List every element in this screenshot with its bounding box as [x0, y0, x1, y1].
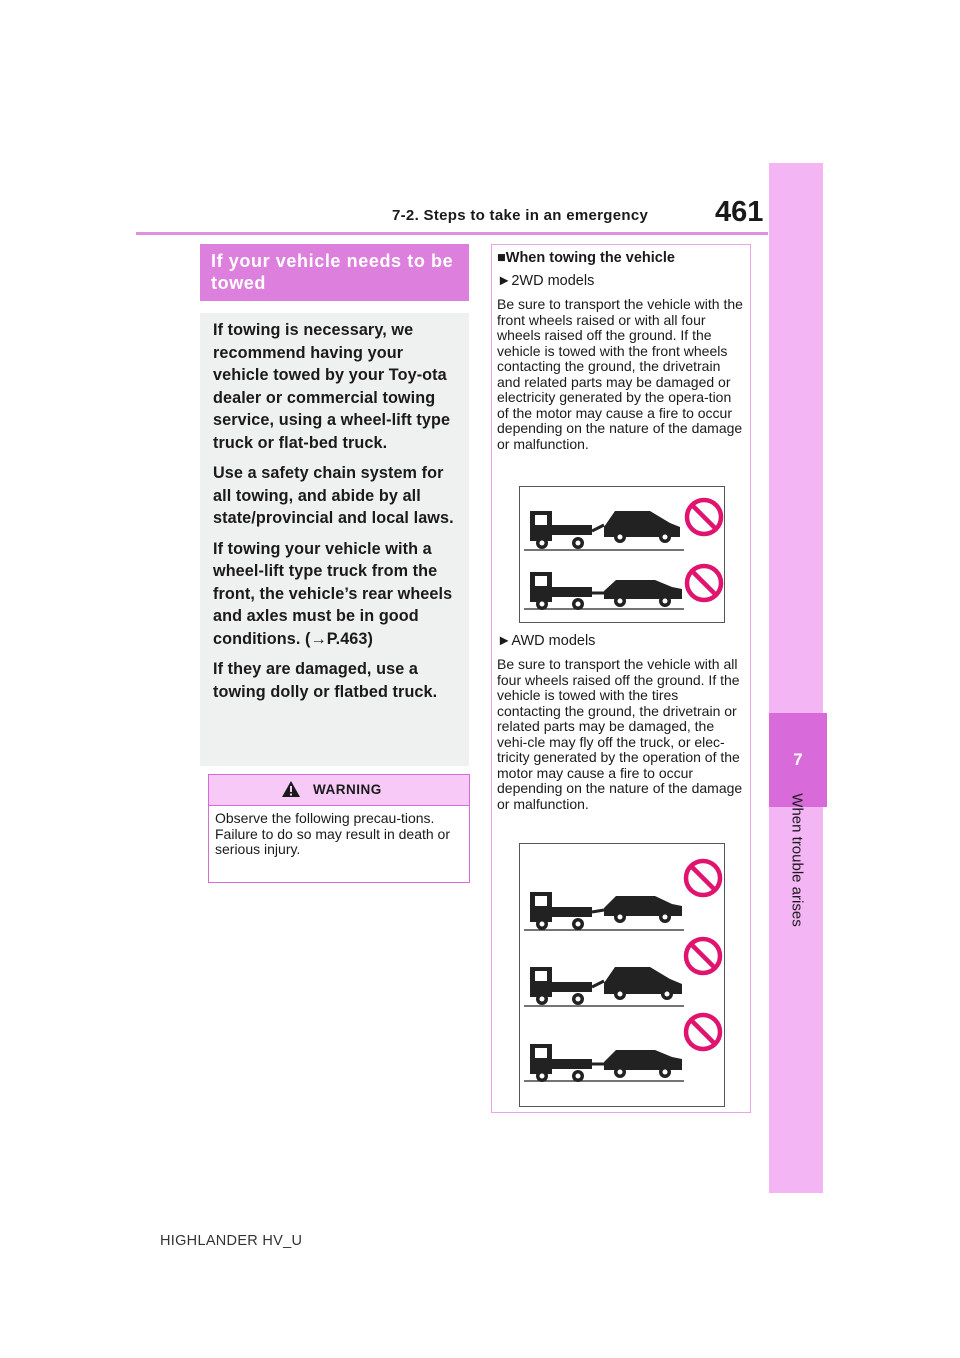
- chapter-number: 7: [793, 750, 803, 769]
- page-number: 461: [715, 196, 764, 228]
- 2wd-models-text: Be sure to transport the vehicle with the front wheels raised or with all four wheels raised off the ground. If the vehicle is towed with the front wheels contacting the ground, the drivetrain and related parts may be damaged or electricity generated by the opera-tion of the motor may cause a fire to occur depending on the nature of the damage or malfunction.: [497, 296, 743, 452]
- section-title: 7-2. Steps to take in an emergency: [392, 207, 649, 224]
- towing-info-box: [491, 244, 751, 1113]
- section-heading-box: [200, 244, 469, 301]
- tow-truck-illustration: [520, 844, 724, 1106]
- warning-title: WARNING: [313, 782, 382, 797]
- tow-truck-icon: [524, 572, 684, 610]
- section-heading: If your vehicle needs to be towed: [211, 251, 454, 293]
- 2wd-towing-figure: [519, 486, 725, 623]
- prohibited-icon: [686, 939, 720, 973]
- tow-truck-icon: [524, 1044, 684, 1082]
- header-rule: [136, 232, 768, 235]
- prohibited-icon: [686, 1015, 720, 1049]
- tow-truck-icon: [524, 511, 684, 550]
- chapter-side-tab[interactable]: [769, 163, 823, 1193]
- summary-paragraph: If they are damaged, use a towing dolly or flatbed truck.: [213, 660, 438, 701]
- tow-truck-icon: [524, 892, 684, 930]
- 2wd-models-label: ►2WD models: [497, 273, 595, 289]
- tow-truck-icon: [524, 967, 684, 1006]
- tow-truck-illustration: [520, 487, 724, 622]
- summary-paragraph: If towing is necessary, we recommend having your vehicle towed by your Toy-ota dealer or commercial towing service, using a wheel-lift type truck or flat-bed truck.: [213, 321, 451, 452]
- awd-models-label: ►AWD models: [497, 633, 596, 649]
- prohibited-icon: [687, 566, 721, 600]
- chapter-title: When trouble arises: [788, 793, 806, 927]
- awd-models-text: Be sure to transport the vehicle with all four wheels raised off the ground. If the vehicle is towed with the tires contacting the ground, the drivetrain or related parts may be damaged, the vehi-cle may fly off the truck, or elec-tricity generated by the operation of the motor may cause a fire to occur depending on the nature of the damage or malfunction.: [497, 656, 743, 812]
- warning-box: [208, 774, 470, 883]
- towing-subheading: ■When towing the vehicle: [497, 250, 675, 266]
- warning-triangle-icon: [281, 780, 301, 798]
- footer-model: HIGHLANDER HV_U: [160, 1233, 303, 1249]
- warning-text: Observe the following precau-tions. Failure to do so may result in death or serious injury.: [215, 810, 451, 857]
- summary-paragraph: Use a safety chain system for all towing, and abide by all state/provincial and local laws.: [213, 464, 454, 527]
- prohibited-icon: [687, 500, 721, 534]
- warning-header: [209, 775, 469, 806]
- prohibited-icon: [686, 861, 720, 895]
- summary-box: [200, 313, 469, 766]
- awd-towing-figure: [519, 843, 725, 1107]
- summary-paragraph: If towing your vehicle with a wheel-lift type truck from the front, the vehicle’s rear wheels and axles must be in good conditions. (→P.463): [213, 539, 453, 648]
